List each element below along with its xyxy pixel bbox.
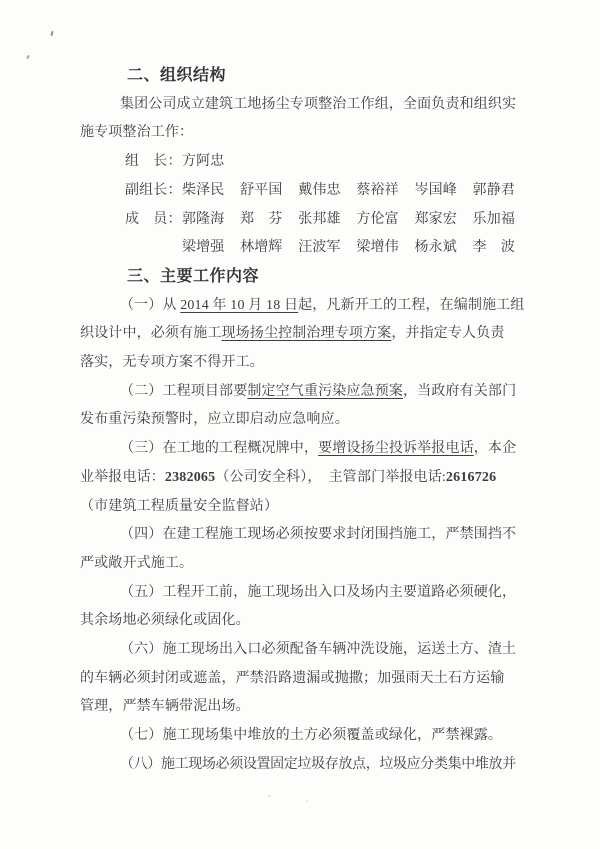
underlined-phrase: 现场扬尘控制治理专项方案: [221, 326, 392, 342]
item-3-line-1: [80, 435, 515, 464]
item-1-line-1: [80, 292, 525, 321]
item-5-line-2: 其余场地必须绿化或固化。: [80, 613, 250, 629]
text-segment: 起，凡新开工的工程，在编制施工组: [298, 297, 525, 313]
deputy-row: [80, 177, 515, 206]
item-4-line-2: 严或敞开式施工。: [80, 555, 194, 571]
item-2-line-1: [80, 378, 515, 407]
scan-speck: [50, 31, 53, 36]
underlined-phrase: 制定空气重污染应急预案: [247, 383, 404, 399]
text-segment: 织设计中，必须有施工: [80, 326, 222, 342]
section-heading-work: 三、主要工作内容: [127, 267, 260, 285]
person-name: 郭静君: [472, 182, 515, 198]
scan-speck: [26, 55, 30, 59]
item-7-line-1: （七）施工现场集中堆放的土方必须覆盖或绿化，严禁裸露。: [120, 728, 503, 744]
item-3-line-2: [80, 464, 515, 493]
document-content: [80, 62, 525, 780]
text-segment: ，本企: [473, 441, 517, 457]
member-names-row-2: [182, 234, 515, 263]
item-1-line-3: 落实，无专项方案不得开工。: [80, 355, 264, 371]
text-segment: （三）在工地的工程概况牌中，: [120, 441, 319, 457]
item-6-line-2: 的车辆必须封闭或遮盖，严禁沿路遗漏或抛撒；加强雨天土石方运输: [80, 670, 505, 686]
person-name: 戴伟忠: [298, 182, 341, 198]
text-segment: 业举报电话：: [80, 469, 165, 485]
scan-speck: [268, 795, 271, 797]
phone-number: 2616726: [445, 469, 497, 485]
text-segment: ，当政府有关部门: [403, 383, 517, 399]
deputy-names: [182, 177, 515, 206]
person-name: 郭隆海: [182, 211, 225, 227]
underlined-phrase: 要增设扬尘投诉举报电话: [318, 441, 474, 457]
member-names-row-1: [182, 206, 515, 235]
person-name: 张邦雄: [298, 211, 341, 227]
item-5-line-1: （五）工程开工前，施工现场出入口及场内主要道路必须硬化，: [120, 584, 517, 600]
scan-speck: [306, 800, 308, 802]
person-name: 梁增伟: [356, 240, 399, 256]
phone-number: 2382065: [164, 469, 216, 485]
person-name: 乐加福: [472, 211, 515, 227]
person-name: 柴泽民: [182, 182, 225, 198]
person-name: 岑国峰: [414, 182, 457, 198]
leader-name: 方阿忠: [182, 154, 225, 170]
text-segment: ，并指定专人负责: [391, 326, 505, 342]
item-4-line-1: （四）在建工程施工现场必须按要求封闭围挡施工，严禁围挡不: [120, 527, 517, 543]
person-name: 杨永斌: [414, 240, 457, 256]
org-intro-line-2: 施专项整治工作：: [80, 125, 194, 141]
member-label-spacer: [125, 234, 182, 263]
deputy-label: 副组长：: [125, 182, 182, 198]
person-name: 李 波: [472, 240, 515, 256]
person-name: 郑家宏: [414, 211, 457, 227]
leader-label: 组 长：: [125, 154, 182, 170]
person-name: 舒平国: [240, 182, 283, 198]
item-6-line-3: 管理，严禁车辆带泥出场。: [80, 699, 250, 715]
org-intro-line-1: 集团公司成立建筑工地扬尘专项整治工作组，全面负责和组织实: [120, 96, 517, 112]
person-name: 汪波军: [298, 240, 341, 256]
item-6-line-1: （六）施工现场出入口必须配备车辆冲洗设施，运送土方、渣土: [120, 642, 517, 658]
person-name: 梁增强: [182, 240, 225, 256]
member-label: 成 员：: [125, 211, 182, 227]
person-name: 林增辉: [240, 240, 283, 256]
member-row-1: [80, 206, 515, 235]
person-name: 方伦富: [356, 211, 399, 227]
item-3-line-3: （市建筑工程质量安全监督站）: [80, 498, 279, 514]
text-segment: （公司安全科）， 主管部门举报电话:: [215, 469, 446, 485]
section-heading-org: 二、组织结构: [127, 67, 227, 84]
text-segment: （一）从: [120, 297, 181, 313]
text-segment: （二）工程项目部要: [120, 383, 248, 399]
member-row-2: [80, 234, 515, 263]
leader-row: [80, 148, 515, 177]
item-2-line-2: 发布重污染预警时，应立即启动应急响应。: [80, 412, 349, 428]
item-1-line-2: [80, 320, 515, 349]
person-name: 郑 芬: [240, 211, 283, 227]
person-name: 蔡裕祥: [356, 182, 399, 198]
item-8-line-1: （八）施工现场必须设置固定垃圾存放点，垃圾应分类集中堆放并: [120, 756, 516, 772]
underlined-date: 2014 年 10 月 18 日: [180, 297, 299, 313]
